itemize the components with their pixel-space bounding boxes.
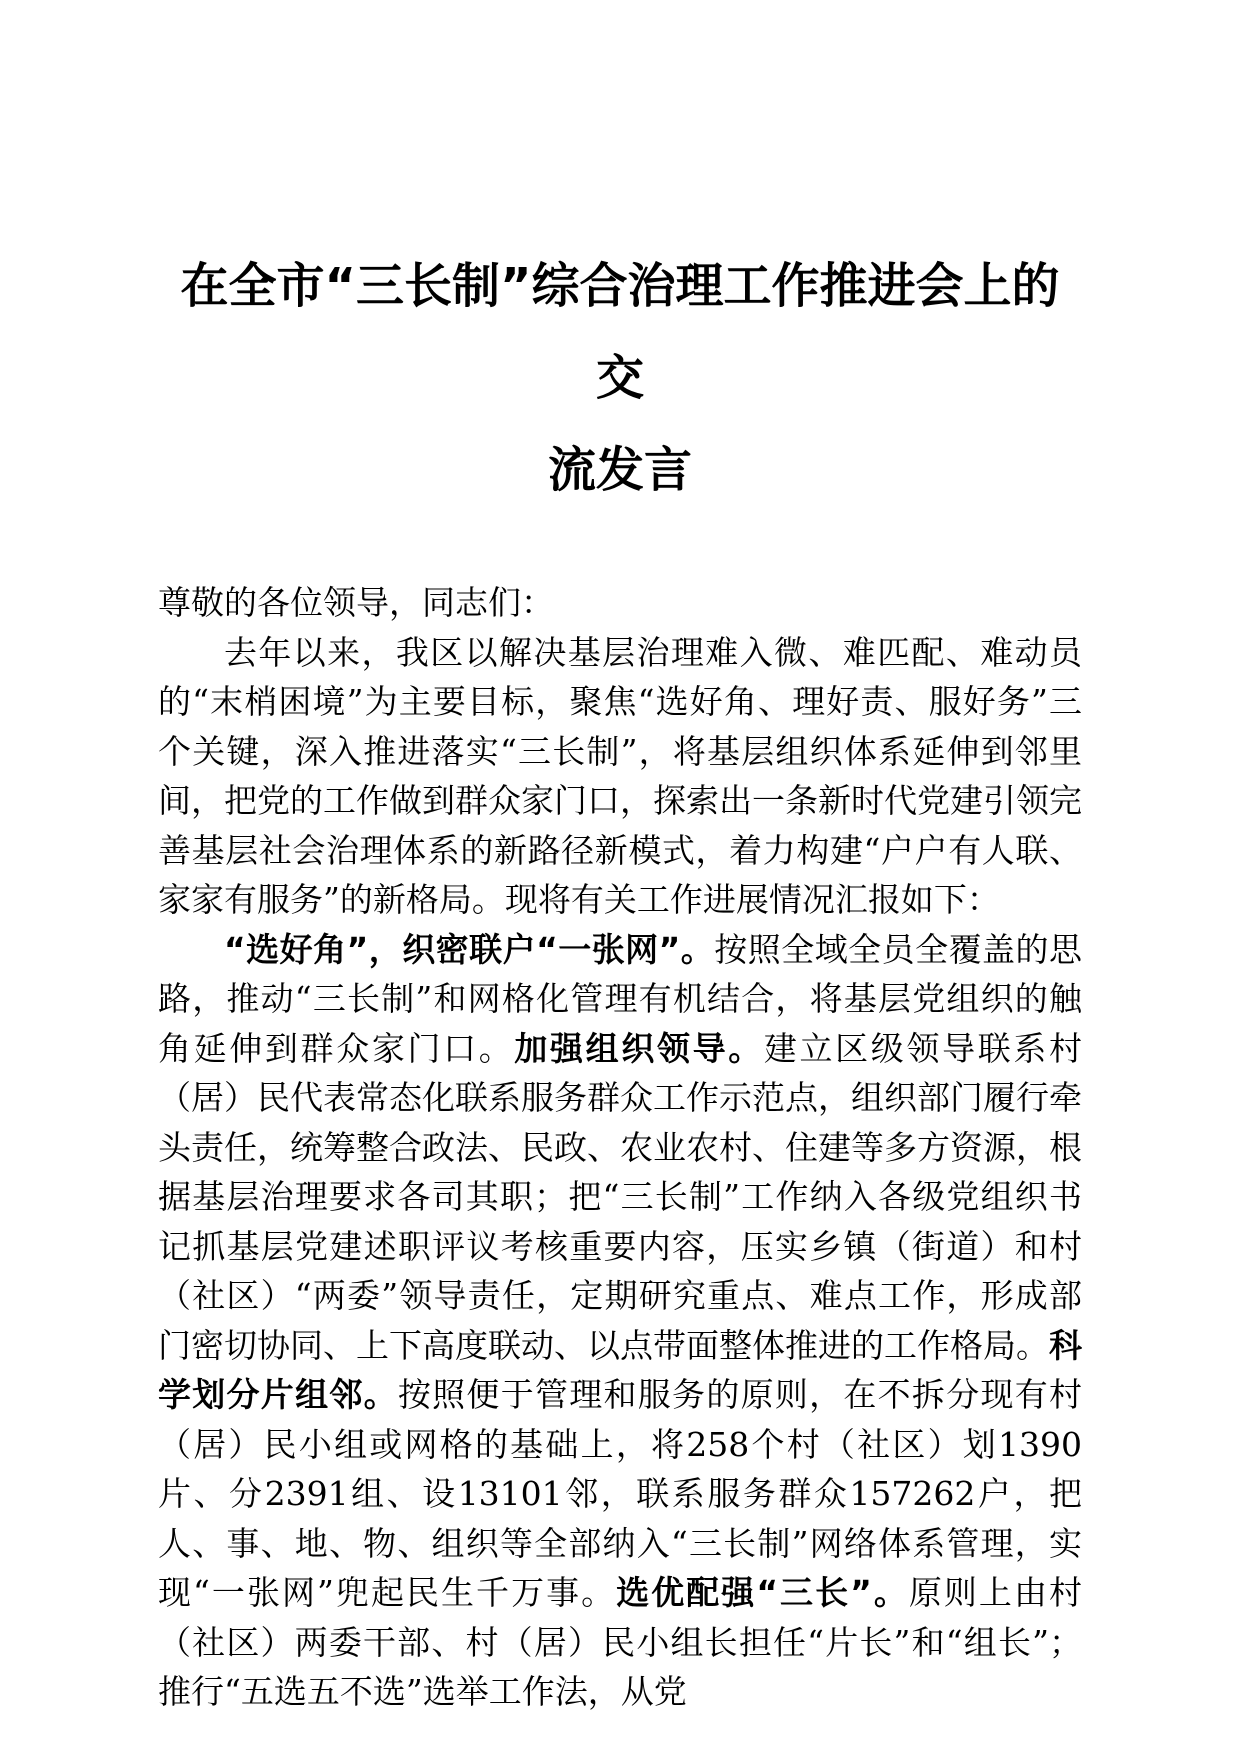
intro-paragraph: 去年以来，我区以解决基层治理难入微、难匹配、难动员的“末梢困境”为主要目标，聚焦“选好角、理好责、服好务”三个关键，深入推进落实“三长制”，将基层组织体系延伸到邻里间，把党的工作做到群众家门口，探索出一条新时代党建引领完善基层社会治理体系的新路径新模式，着力构建“户户有人联、家家有服务”的新格局。现将有关工作进展情况汇报如下： (158, 632, 1082, 919)
section-text: 按照便于管理和服务的原则，在不拆分现有村（居）民小组或网格的基础上，将258个村（社区）划1390片、分2391组、设13101邻，联系服务群众157262户，把人、事、地、物、组织等全部纳入“三长制”网络体系管理，实现“一张网”兜起民生千万事。 (158, 1375, 1083, 1612)
section-text: 原则上由村（社区）两委干部、村（居）民小组长担任“片长”和“组长”；推行“五选五不选”选举工作法，从党 (158, 1573, 1082, 1711)
subheading-division: 科学划分片组邻。 (158, 1325, 1082, 1414)
subheading-organization: 加强组织领导。 (514, 1028, 764, 1068)
salutation: 尊敬的各位领导，同志们： (158, 583, 554, 622)
section-text: 建立区级领导联系村（居）民代表常态化联系服务群众工作示范点，组织部门履行牵头责任，统筹整合政法、民政、农业农村、住建等多方资源，根据基层治理要求各司其职；把“三长制”工作纳入各级党组织书记抓基层党建述职评议考核重要内容，压实乡镇（街道）和村（社区）“两委”领导责任，定期研究重点、难点工作，形成部门密切协同、上下高度联动、以点带面整体推进的工作格局。 (158, 1028, 1083, 1365)
section-text: 按照全域全员全覆盖的思路，推动“三长制”和网格化管理有机结合，将基层党组织的触角延伸到群众家门口。 (158, 929, 1083, 1068)
subheading-selection: 选优配强“三长”。 (616, 1573, 909, 1612)
document-title: 在全市“三长制”综合治理工作推进会上的交 流发言 (180, 258, 1060, 498)
section-heading: “选好角”，织密联户“一张网”。 (224, 929, 715, 969)
document-page (158, 240, 1082, 1717)
section-paragraph (158, 925, 1082, 1717)
